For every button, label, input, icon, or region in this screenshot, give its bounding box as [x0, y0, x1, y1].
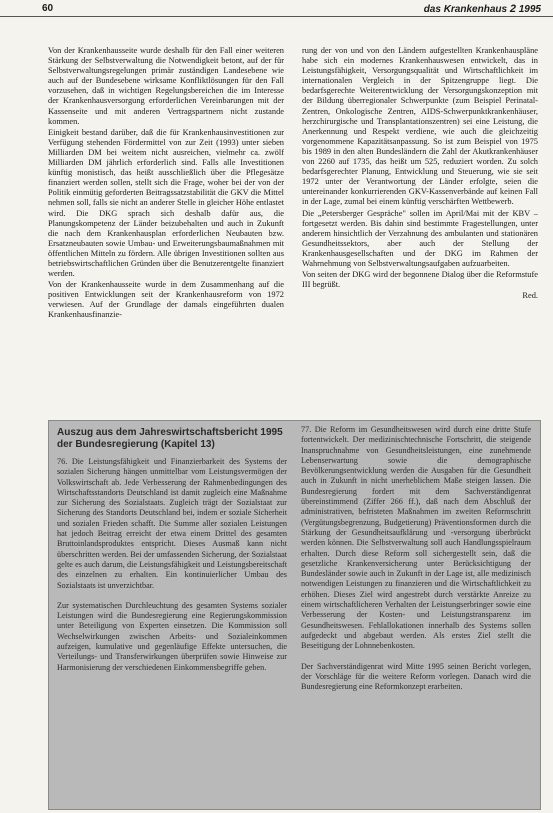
author-signature: Red.	[522, 291, 538, 301]
article-left-column	[48, 46, 284, 321]
paragraph: Von der Krankenhausseite wurde in dem Zusammenhang auf die positiven Entwicklungen seit der Krankenhausreform von 1972 verwiesen. Auf der Grundlage der damals eingeführten dualen Krankenhausfinanzie-	[48, 280, 284, 320]
issue-number: 2	[509, 3, 516, 15]
paragraph: Von der Krankenhausseite wurde deshalb für den Fall einer weiteren Stärkung der Selbstverwaltung die Notwendigkeit betont, auf der für Selbstverwaltungsregelungen primär zuständigen Landesebene wie auch auf der Bundesebene wirksame Konfliktlösungen für den Fall vorzusehen, daß in wichtigen Regelungsbereichen die im Interesse der Krankenhausversorgung erforderlichen Vereinbarungen mit der Kassenseite und mit anderen Vertragspartnern nicht zustande kommen.	[48, 46, 284, 126]
publication-year: 1995	[518, 4, 541, 15]
paragraph: Die „Petersberger Gespräche" sollen im April/Mai mit der KBV – fortgesetzt werden. Bis dahin sind bestimmte Fragestellungen, unter anderem hinsichtlich der Verzahnung des ambulanten und stationären Gesundheitssektors, aber auch der Stellung der Krankenhausgesellschaften und der DKG im Rahmen der Wahrnehmung von Selbstverwaltungsaufgaben aufzuarbeiten.	[302, 208, 538, 268]
paragraph: 77. Die Reform im Gesundheitswesen wird durch eine dritte Stufe fortentwickelt. Der medizinischtechnische Fortschritt, die steigende Inanspruchnahme von Gesundheitsleistungen, eine zunehmende Lebenserwartung sowie die demographische Bevölkerungsentwicklung werden die Ausgaben für die Gesundheit auch in Zukunft in nicht unerheblichem Maße steigen lassen. Die Bundesregierung fordert mit dem Sachverständigenrat übereinstimmend (Ziffer 266 ff.), daß nach dem Abschluß der administrativen, befristeten Maßnahmen im zweiten Reformschritt (Vergütungsbegrenzung, Budgetierung) Präventionsformen durch die Stärkung der Gesundheitsaufklärung und -versorgung überbrückt werden können. Die Selbstverwaltung soll auch Handlungsspielraum erhalten. Durch diese Reform soll sichergestellt sein, daß die gesetzliche Krankenversicherung unter Berücksichtigung der Bundesländer sowie auch in Zukunft in der Lage ist, alle medizinisch notwendigen Leistungen zu finanzieren und die Wirtschaftlichkeit zu erhöhen. Dieses Ziel wird angestrebt durch verstärkte Anreize zu einem wirtschaftlicheren Verhalten der Leistungserbringer sowie eine Verbesserung der Kosten- und Leistungstransparenz im Gesundheitswesen. Fehlallokationen innerhalb des Systems sollen aufgedeckt und abgebaut werden. Als erstes Ziel stellt die Beseitigung der Lohnnebenkosten.	[301, 425, 531, 651]
page-header	[0, 0, 553, 17]
article-right-column	[302, 46, 538, 301]
paragraph: rung der von und von den Ländern aufgestellten Krankenhauspläne habe sich ein modernes Krankenhauswesen entwickelt, das in Leistungsfähigkeit, Versorgungsqualität und Wirtschaftlichkeit im internationalen Vergleich in der Spitzengruppe liegt. Die bedarfsgerechte Weiterentwicklung der Versorgungskonzeption mit der Bildung überregionaler Schwerpunkte (zum Beispiel Perinatal-Zentren, Onkologische Zentren, AIDS-Schwerpunktkrankenhäuser, herzchirurgische und Transplantationszentren) sei eine Leistung, die Anerkennung und Respekt verdiene, wie auch die gleichzeitig vorgenommene Kapazitätsanpassung. So ist zum Beispiel von 1975 bis 1989 in den alten Bundesländern die Zahl der Akutkrankenhäuser von 2260 auf 1735, das heißt um 525, reduziert worden. Zu solch bedarfsgerechter Planung, Entwicklung und Steuerung, wie sie seit 1972 unter der Verantwortung der Länder erfolgte, seien die untereinander konkurrierenden GKV-Kassenverbände auf keinen Fall in der Lage, zumal bei einem künftig verschärften Wettbewerb.	[302, 46, 538, 207]
paragraph: Zur systematischen Durchleuchtung des gesamten Systems sozialer Leistungen wird die Bundesregierung eine Regierungskommission unter Beteiligung von Experten einsetzen. Die Kommission soll Wechselwirkungen zwischen Arbeits- und Sozialeinkommen aufzeigen, kumulative und gegenläufige Effekte untersuchen, die Verteilungs- und Transferwirkungen überprüfen sowie Hinweise zur Harmonisierung der verschiedenen Einkommensbegriffe geben.	[57, 600, 287, 672]
excerpt-right-column	[301, 425, 531, 692]
publication-masthead	[424, 3, 541, 15]
excerpt-box	[48, 420, 541, 810]
paragraph: Einigkeit bestand darüber, daß die für Krankenhausinvestitionen zur Verfügung stehenden Fördermittel von zur Zeit (1993) unter sieben Milliarden DM bei weitem nicht ausreichen, vielmehr ca. zwölf Milliarden DM jährlich erforderlich sind. Falls alle Investitionen künftig monistisch, das heißt ausschließlich über die Pflegesätze finanziert werden sollen, stellt sich die Frage, woher bei der von der Politik einmütig geforderten Beitragssatzstabilität die GKV die Mittel nehmen soll, falls sie nicht an anderer Stelle in gleicher Höhe entlastet wird. Die DKG sprach sich deshalb dafür aus, die Planungskompetenz der Länder beizubehalten und auch in Zukunft die nach dem Krankenhausplan erforderlichen Neubauten bzw. Ersatzneubauten sowie Umbau- und Erweiterungsbaumaßnahmen mit öffentlichen Mitteln zu fördern. Alle übrigen Investitionen sollten aus betriebswirtschaftlichen Gründen über die Benutzerentgelte finanziert werden.	[48, 127, 284, 279]
excerpt-left-column	[57, 457, 287, 673]
paragraph: 76. Die Leistungsfähigkeit und Finanzierbarkeit des Systems der sozialen Sicherung hängen unmittelbar vom Leistungsvermögen der Volkswirtschaft ab. Jede Verbesserung der Rahmenbedingungen des Wirtschaftsstandorts Deutschland ist damit zugleich eine Maßnahme zur Sicherung des Sozialstaats. Zugleich trägt der Sozialstaat zur Sicherung des Standorts Deutschland bei, indem er soziale Sicherheit und sozialen Frieden schafft. Die Summe aller sozialen Leistungen hat jedoch Beitrag erreicht der etwa einem Drittel des gesamten Bruttoinlandsproduktes entspricht. Dieses Ausmaß kann nicht überschritten werden. Bei der umfassenden Sicherung, der Sozialstaat gelte es auch darum, die Leistungsfähigkeit und Leistungsbereitschaft des einzelnen zu erhalten. Ein kontinuierlicher Umbau des Sozialstaats ist unverzichtbar.	[57, 457, 287, 590]
paragraph: Von seiten der DKG wird der begonnene Dialog über die Reformstufe III begrüßt.	[302, 270, 538, 290]
paragraph: Der Sachverständigenrat wird Mitte 1995 seinen Bericht vorlegen, der Vorschläge für die weitere Reform vorlegen. Danach wird die Bundesregierung eine Reformkonzept erarbeiten.	[301, 661, 531, 692]
publication-name: das Krankenhaus	[423, 4, 508, 15]
page-number: 60	[42, 3, 54, 14]
excerpt-title: Auszug aus dem Jahreswirtschaftsbericht 1995 der Bundesregierung (Kapitel 13)	[57, 427, 283, 450]
